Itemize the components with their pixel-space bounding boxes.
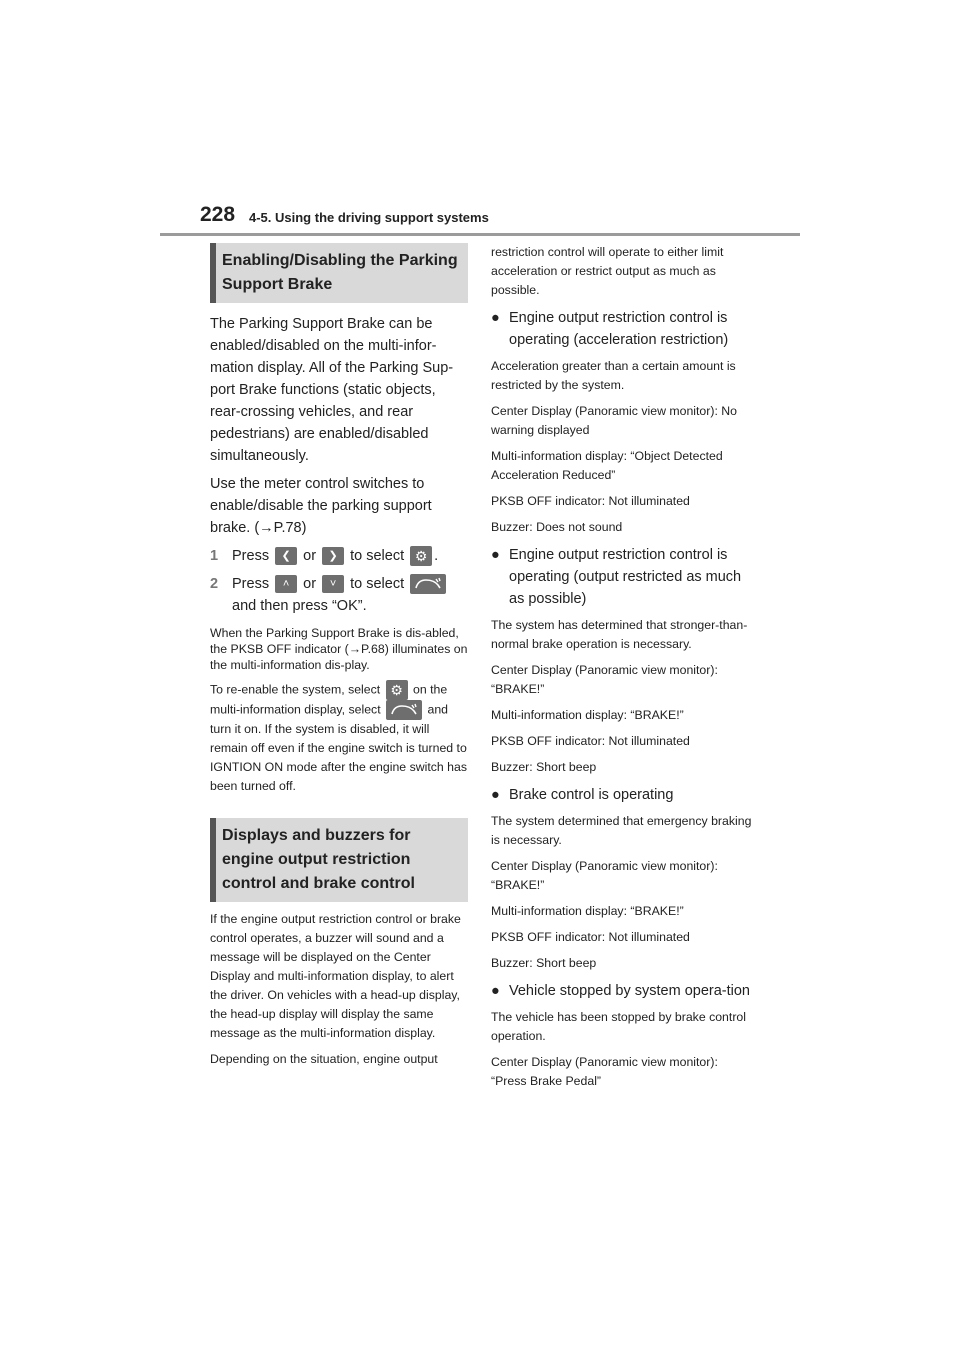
step-number: 2 [210, 576, 219, 592]
paragraph: If the engine output restriction control or brake control operates, a buzzer will sound and a message will be displayed on the Center Display and multi-information display, to alert the driver. On vehicles with a head-up display, the head-up display will display the same message as the multi-information display. [210, 912, 461, 1040]
page-number: 228 [200, 203, 236, 226]
step-text: Press [232, 548, 270, 564]
detail-line: The system has determined that stronger-than-normal brake operation is necessary. [491, 618, 748, 651]
bullet-icon: ● [491, 983, 500, 999]
detail-line: Multi-information display: “Object Detected Acceleration Reduced” [491, 449, 723, 482]
chevron-down-icon: ˅ [322, 575, 344, 593]
step-2 [210, 573, 468, 617]
section-heading-displays-buzzers: Displays and buzzers for engine output restriction control and brake control [210, 818, 468, 902]
bullet-item [491, 980, 753, 1002]
chevron-left-icon: ❮ [275, 547, 297, 565]
detail-line: PKSB OFF indicator: Not illuminated [491, 734, 690, 748]
bullet-title: Engine output restriction control is operating (output restricted as much as possible) [509, 547, 742, 607]
bullet-icon: ● [491, 787, 500, 803]
detail-line: Buzzer: Does not sound [491, 520, 623, 534]
step-text: to select [350, 576, 405, 592]
detail-line: The system determined that emergency braking is necessary. [491, 814, 752, 847]
bullet-item [491, 784, 753, 806]
note: When the Parking Support Brake is dis-abled, the PKSB OFF indicator (→P.68) illuminates on the multi-information dis-play. [210, 626, 468, 672]
bullet-title: Vehicle stopped by system opera-tion [509, 983, 750, 999]
left-column [210, 243, 468, 1076]
section-heading-enable-disable: Enabling/Disabling the Parking Support Brake [210, 243, 468, 303]
chevron-right-icon: ❯ [322, 547, 344, 565]
parking-support-brake-icon [386, 700, 422, 720]
detail-line: Buzzer: Short beep [491, 760, 597, 774]
gear-icon: ⚙ [410, 546, 432, 566]
bullet-icon: ● [491, 547, 500, 563]
right-column [491, 243, 753, 1098]
step-text: or [303, 548, 317, 564]
step-text: . [434, 548, 439, 564]
detail-line: Multi-information display: “BRAKE!” [491, 708, 684, 722]
bullet-title: Brake control is operating [509, 787, 674, 803]
gear-icon: ⚙ [386, 680, 408, 700]
detail-line: Center Display (Panoramic view monitor): “BRAKE!” [491, 859, 718, 892]
detail-line: PKSB OFF indicator: Not illuminated [491, 494, 690, 508]
bullet-title: Engine output restriction control is operating (acceleration restriction) [509, 310, 729, 348]
paragraph: restriction control will operate to either limit acceleration or restrict output as much as possible. [491, 245, 724, 297]
step-text: and then press “OK”. [232, 598, 367, 614]
detail-line: Center Display (Panoramic view monitor): “BRAKE!” [491, 663, 718, 696]
detail-line: Buzzer: Short beep [491, 956, 597, 970]
step-text: to select [350, 548, 405, 564]
step-text: or [303, 576, 317, 592]
note [210, 680, 468, 796]
note-text: To re-enable the system, select [210, 682, 381, 697]
note-text: on the multi-information display, select [210, 682, 448, 717]
detail-line: The vehicle has been stopped by brake control operation. [491, 1010, 746, 1043]
detail-line: Center Display (Panoramic view monitor): No warning displayed [491, 404, 738, 437]
bullet-item [491, 307, 753, 351]
paragraph: The Parking Support Brake can be enabled/disabled on the multi-infor-mation display. All of the Parking Sup-port Brake functions (static objects, rear-crossing vehicles, and rear pedestrians) are enabled/disabled simultaneously. [210, 316, 454, 464]
detail-line: PKSB OFF indicator: Not illuminated [491, 930, 690, 944]
header-divider [160, 233, 800, 236]
paragraph: Depending on the situation, engine output [210, 1052, 438, 1066]
step-number: 1 [210, 548, 219, 564]
bullet-item [491, 544, 753, 610]
section-title: 4-5. Using the driving support systems [249, 210, 489, 225]
detail-line: Multi-information display: “BRAKE!” [491, 904, 684, 918]
step-1 [210, 545, 468, 567]
step-text: Press [232, 576, 270, 592]
bullet-icon: ● [491, 310, 500, 326]
chevron-up-icon: ˄ [275, 575, 297, 593]
parking-support-brake-icon [410, 574, 446, 594]
note-text: and turn it on. If the system is disabled, it will remain off even if the engine switch is turned to IGNTION ON mode after the engine switch has been turned off. [210, 702, 467, 793]
paragraph: Use the meter control switches to enable/disable the parking support brake. (→P.78) [210, 476, 432, 536]
detail-line: Acceleration greater than a certain amount is restricted by the system. [491, 359, 736, 392]
detail-line: Center Display (Panoramic view monitor): “Press Brake Pedal” [491, 1055, 718, 1088]
